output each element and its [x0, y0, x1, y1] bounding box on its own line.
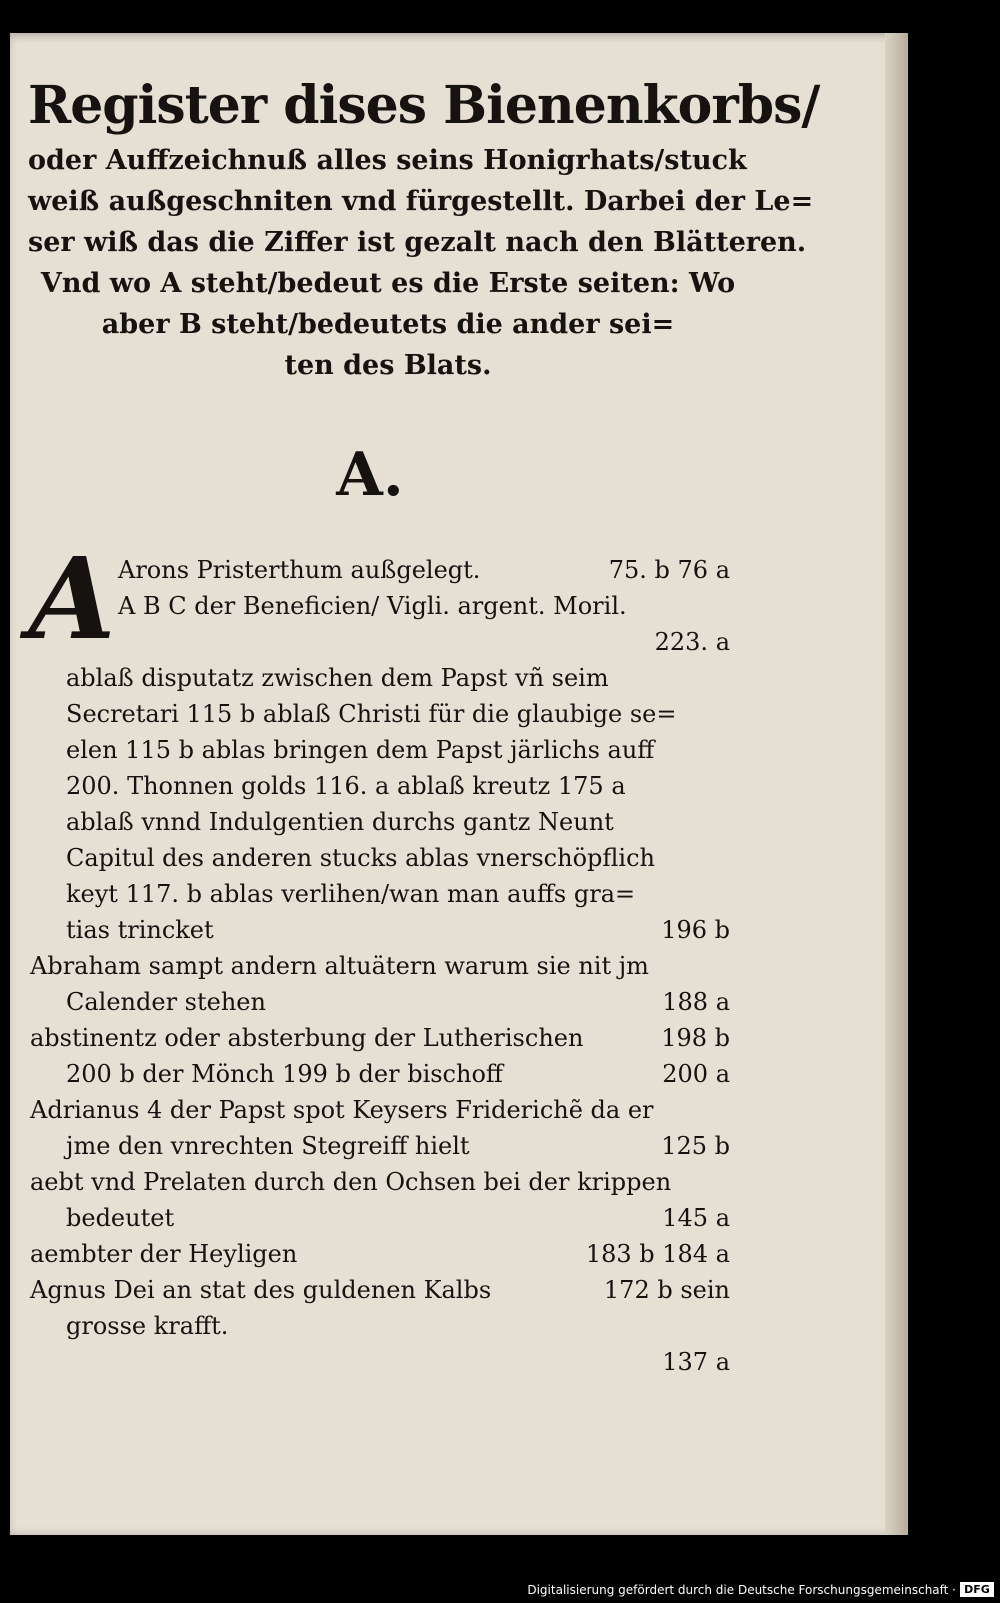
- entry-text: elen 115 b ablas bringen dem Papst järlichs auff: [66, 736, 655, 764]
- index-entry: [30, 948, 730, 984]
- digitization-footer: [0, 1577, 1000, 1603]
- index-entry: [30, 1344, 730, 1380]
- index-entry: [30, 588, 730, 624]
- title-line-3: weiß außgeschniten vnd fürgestellt. Darbei der Le=: [28, 186, 814, 217]
- entry-ref: 172 b sein: [603, 1276, 730, 1304]
- index-entry: [30, 768, 730, 804]
- index-entries: [30, 552, 730, 1380]
- entry-ref: 188 a: [662, 988, 730, 1016]
- title-line-5: Vnd wo A steht/bedeut es die Erste seiten: Wo: [40, 268, 736, 299]
- entry-ref: 145 a: [662, 1204, 730, 1232]
- entry-text: ablaß disputatz zwischen dem Papst vñ seim: [66, 664, 609, 692]
- entry-text: Abraham sampt andern altuätern warum sie nit jm: [30, 952, 649, 980]
- title-line-1: Register dises Bienenkorbs/: [28, 75, 820, 136]
- index-entry: [30, 804, 730, 840]
- entry-ref: 196 b: [661, 916, 730, 944]
- index-entry: [30, 1308, 730, 1344]
- decorated-initial: A: [28, 534, 116, 665]
- index-entry: [30, 1164, 730, 1200]
- entry-text: jme den vnrechten Stegreiff hielt: [66, 1132, 470, 1160]
- index-entry: [30, 660, 730, 696]
- entry-text: Arons Pristerthum außgelegt.: [118, 556, 481, 584]
- index-entry: [30, 1092, 730, 1128]
- entry-text: bedeutet: [66, 1204, 175, 1232]
- entry-text: grosse krafft.: [66, 1312, 229, 1340]
- entry-text: aebt vnd Prelaten durch den Ochsen bei der krippen: [30, 1168, 672, 1196]
- index-entry: [30, 732, 730, 768]
- entry-ref: 198 b: [661, 1024, 730, 1052]
- title-line-4: ser wiß das die Ziffer ist gezalt nach den Blätteren.: [28, 227, 807, 258]
- entry-text: keyt 117. b ablas verlihen/wan man auffs gra=: [66, 880, 636, 908]
- register-title: [28, 72, 820, 386]
- index-entry: [30, 624, 730, 660]
- entry-text: tias trincket: [66, 916, 214, 944]
- index-entry: [30, 1056, 730, 1092]
- entry-text: aembter der Heyligen: [30, 1240, 298, 1268]
- index-entry: [30, 912, 730, 948]
- entry-text: ablaß vnnd Indulgentien durchs gantz Neunt: [66, 808, 614, 836]
- index-entry: [30, 1200, 730, 1236]
- entry-text: Secretari 115 b ablaß Christi für die glaubige se=: [66, 700, 677, 728]
- entry-text: A B C der Beneficien/ Vigli. argent. Moril.: [118, 592, 627, 620]
- entry-ref: 137 a: [662, 1348, 730, 1376]
- index-entry: [30, 552, 730, 588]
- page-gutter: [885, 33, 907, 1535]
- index-entry: [30, 1272, 730, 1308]
- index-entry: [30, 876, 730, 912]
- title-line-2: oder Auffzeichnuß alles seins Honigrhats/stuck: [28, 145, 747, 176]
- entry-text: Calender stehen: [66, 988, 266, 1016]
- footer-credit: Digitalisierung gefördert durch die Deutsche Forschungsgemeinschaft ·: [527, 1583, 956, 1597]
- entry-text: 200. Thonnen golds 116. a ablaß kreutz 175 a: [66, 772, 626, 800]
- entry-ref: 223. a: [654, 628, 730, 656]
- title-line-7: ten des Blats.: [284, 350, 492, 381]
- entry-ref: 125 b: [661, 1132, 730, 1160]
- entry-text: Capitul des anderen stucks ablas vnerschöpflich: [66, 844, 655, 872]
- title-line-6: aber B steht/bedeutets die ander sei=: [101, 309, 675, 340]
- index-entry: [30, 1236, 730, 1272]
- entry-ref: 200 a: [662, 1060, 730, 1088]
- entry-ref: 75. b 76 a: [608, 556, 730, 584]
- index-entry: [30, 840, 730, 876]
- entry-text: abstinentz oder absterbung der Lutherischen: [30, 1024, 584, 1052]
- entry-text: Agnus Dei an stat des guldenen Kalbs: [30, 1276, 492, 1304]
- index-entry: [30, 984, 730, 1020]
- index-entry: [30, 1020, 730, 1056]
- dfg-logo: DFG: [960, 1582, 994, 1597]
- index-entry: [30, 696, 730, 732]
- entry-text: 200 b der Mönch 199 b der bischoff: [66, 1060, 503, 1088]
- entry-text: Adrianus 4 der Papst spot Keysers Friderichẽ da er: [30, 1096, 654, 1124]
- entry-ref: 183 b 184 a: [585, 1240, 730, 1268]
- index-entry: [30, 1128, 730, 1164]
- section-letter: A.: [336, 440, 404, 510]
